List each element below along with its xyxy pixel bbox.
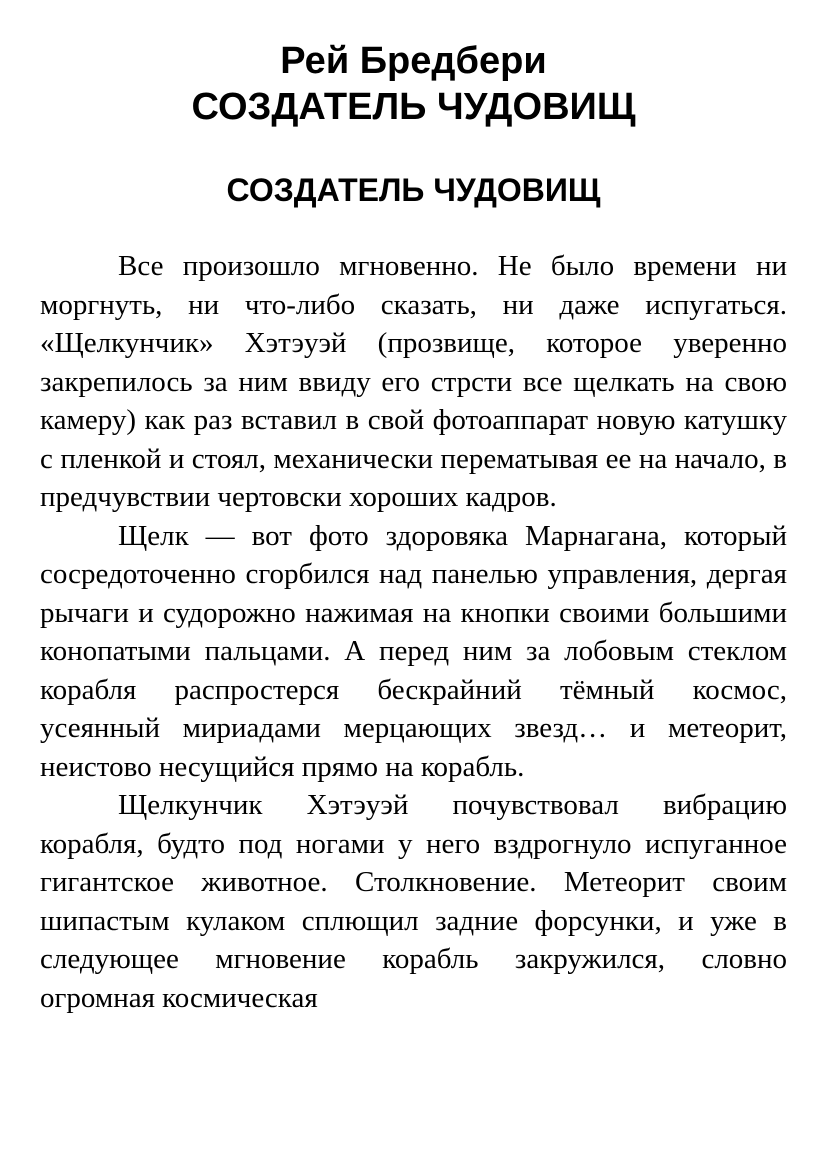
body-text bbox=[40, 247, 787, 1017]
chapter-title: СОЗДАТЕЛЬ ЧУДОВИЩ bbox=[226, 172, 601, 208]
paragraph-2: Щелк — вот фото здоровяка Марнагана, который сосредоточенно сгорбился над панелью управления, дергая рычаги и судорожно нажимая на кнопки своими большими конопатыми пальцами. А перед ним за лобовым стеклом корабля распростерся бескрайний тёмный космос, усеянный мириадами мерцающих звезд… и метеорит, неистово несущийся прямо на корабль. bbox=[40, 519, 787, 783]
author-name: Рей Бредбери bbox=[280, 40, 547, 82]
paragraph-1: Все произошло мгновенно. Не было времени ни моргнуть, ни что-либо сказать, ни даже испугаться. «Щелкунчик» Хэтэуэй (прозвище, которое уверенно закрепилось за ним ввиду его стрсти все щелкать на свою камеру) как раз вставил в свой фотоаппарат новую катушку с пленкой и стоял, механически перематывая ее на начало, в предчувствии чертовски хороших кадров. bbox=[40, 250, 787, 513]
book-title: СОЗДАТЕЛЬ ЧУДОВИЩ bbox=[191, 86, 636, 128]
paragraph-3: Щелкунчик Хэтэуэй почувствовал вибрацию корабля, будто под ногами у него вздрогнуло испуганное гигантское животное. Столкновение. Метеорит своим шипастым кулаком сплющил задние форсунки, и уже в следующее мгновение корабль закружился, словно огромная космическая bbox=[40, 789, 787, 1014]
document-page bbox=[40, 38, 787, 1017]
